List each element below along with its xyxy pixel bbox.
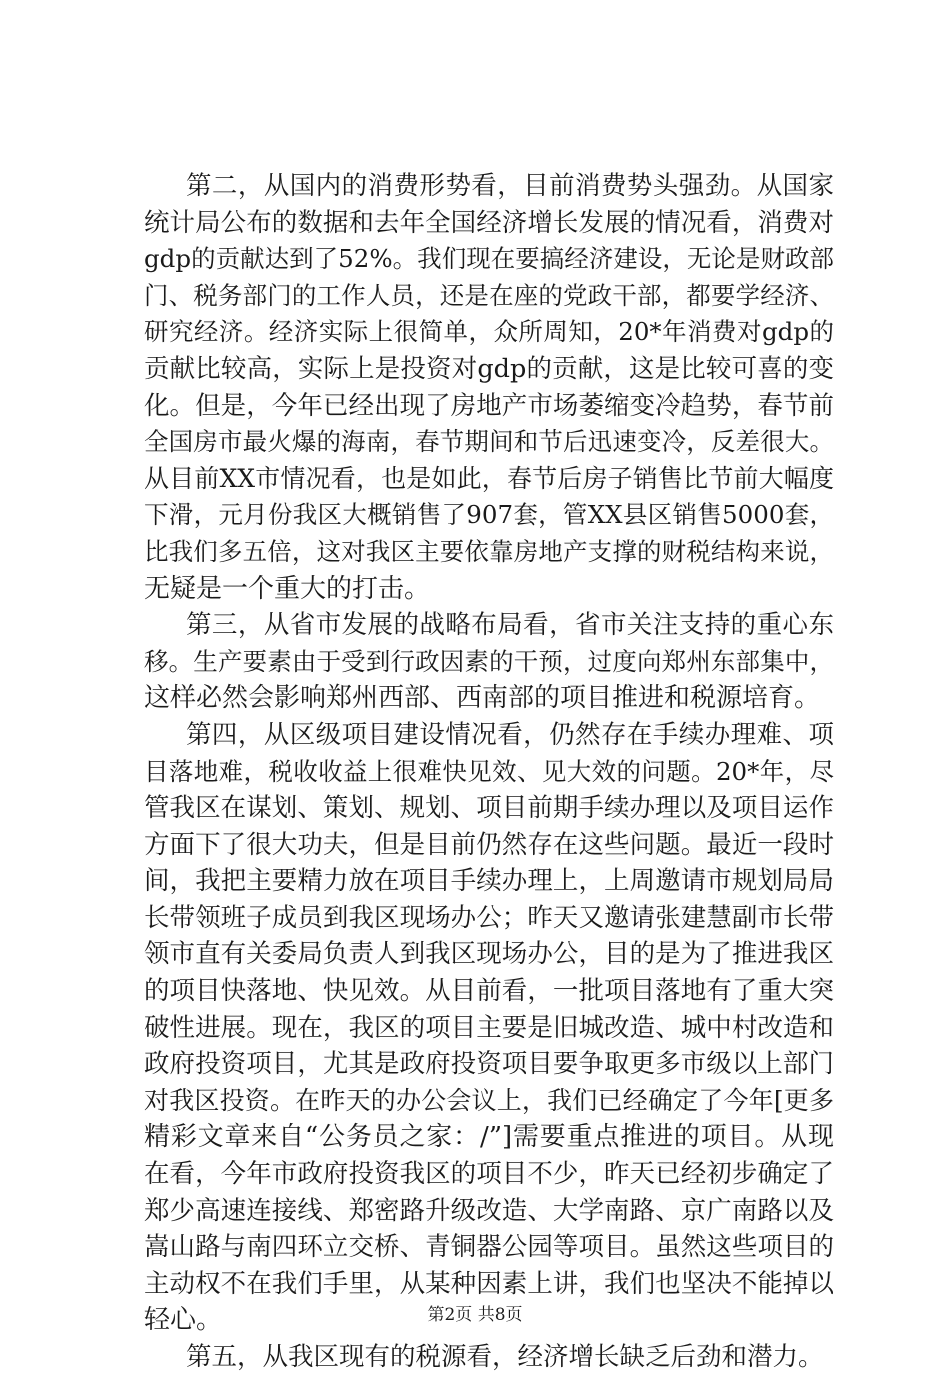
text-line: 从目前XX市情况看，也是如此，春节后房子销售比节前大幅度 [144,463,834,493]
text-line: 下滑，元月份我区大概销售了907套，管XX县区销售5000套， [144,500,834,530]
text-line: 主动权不在我们手里，从某种因素上讲，我们也坚决不能掉以 [144,1268,834,1299]
document-body [144,168,834,1376]
text-line: 长带领班子成员到我区现场办公；昨天又邀请张建慧副市长带 [144,902,834,933]
text-line: 在看，今年市政府投资我区的项目不少，昨天已经初步确定了 [144,1159,834,1190]
text-line: 这样必然会影响郑州西部、西南部的项目推进和税源培育。 [144,683,821,714]
text-line: 无疑是一个重大的打击。 [144,573,431,604]
text-line: 化。但是，今年已经出现了房地产市场萎缩变冷趋势，春节前 [144,390,834,421]
text-line: 第四，从区级项目建设情况看，仍然存在手续办理难、项 [186,719,834,750]
text-line: 嵩山路与南四环立交桥、青铜器公园等项目。虽然这些项目的 [144,1232,834,1263]
text-line: 政府投资项目，尤其是政府投资项目要争取更多市级以上部门 [144,1049,834,1080]
text-line: 第二，从国内的消费形势看，目前消费势头强劲。从国家 [186,171,834,201]
text-line: 对我区投资。在昨天的办公会议上，我们已经确定了今年[更多 [144,1085,834,1115]
text-line: 精彩文章来自“公务员之家：/”]需要重点推进的项目。从现 [144,1122,834,1153]
text-line: 破性进展。现在，我区的项目主要是旧城改造、城中村改造和 [144,1012,834,1043]
text-line: 门、税务部门的工作人员，还是在座的党政干部，都要学经济、 [144,280,834,310]
text-line: 全国房市最火爆的海南，春节期间和节后迅速变冷，反差很大。 [144,427,834,457]
text-line: 第三，从省市发展的战略布局看，省市关注支持的重心东 [186,610,834,641]
text-line: 轻心。 [144,1305,223,1336]
text-line: 郑少高速连接线、郑密路升级改造、大学南路、京广南路以及 [144,1195,834,1226]
text-line: 的项目快落地、快见效。从目前看，一批项目落地有了重大突 [144,976,834,1007]
text-line: 移。生产要素由于受到行政因素的干预，过度向郑州东部集中， [144,646,834,676]
text-line: 第五，从我区现有的税源看，经济增长缺乏后劲和潜力。 [186,1342,824,1372]
text-line: 领市直有关委局负责人到我区现场办公，目的是为了推进我区 [144,939,834,970]
text-line: 管我区在谋划、策划、规划、项目前期手续办理以及项目运作 [144,793,834,824]
text-line: 方面下了很大功夫，但是目前仍然存在这些问题。最近一段时 [144,829,834,860]
text-line: 统计局公布的数据和去年全国经济增长发展的情况看，消费对 [144,207,834,238]
text-line: 研究经济。经济实际上很简单，众所周知，20*年消费对gdp的 [144,317,834,347]
text-line: 贡献比较高，实际上是投资对gdp的贡献，这是比较可喜的变 [144,353,834,384]
text-line: 比我们多五倍，这对我区主要依靠房地产支撑的财税结构来说， [144,536,834,566]
text-line: 目落地难，税收收益上很难快见效、见大效的问题。20*年，尽 [144,756,834,786]
text-line: 间，我把主要精力放在项目手续办理上，上周邀请市规划局局 [144,866,834,897]
text-line: gdp的贡献达到了52%。我们现在要搞经济建设，无论是财政部 [144,244,834,274]
page-number-footer: 第2页 共8页 [427,1305,523,1325]
